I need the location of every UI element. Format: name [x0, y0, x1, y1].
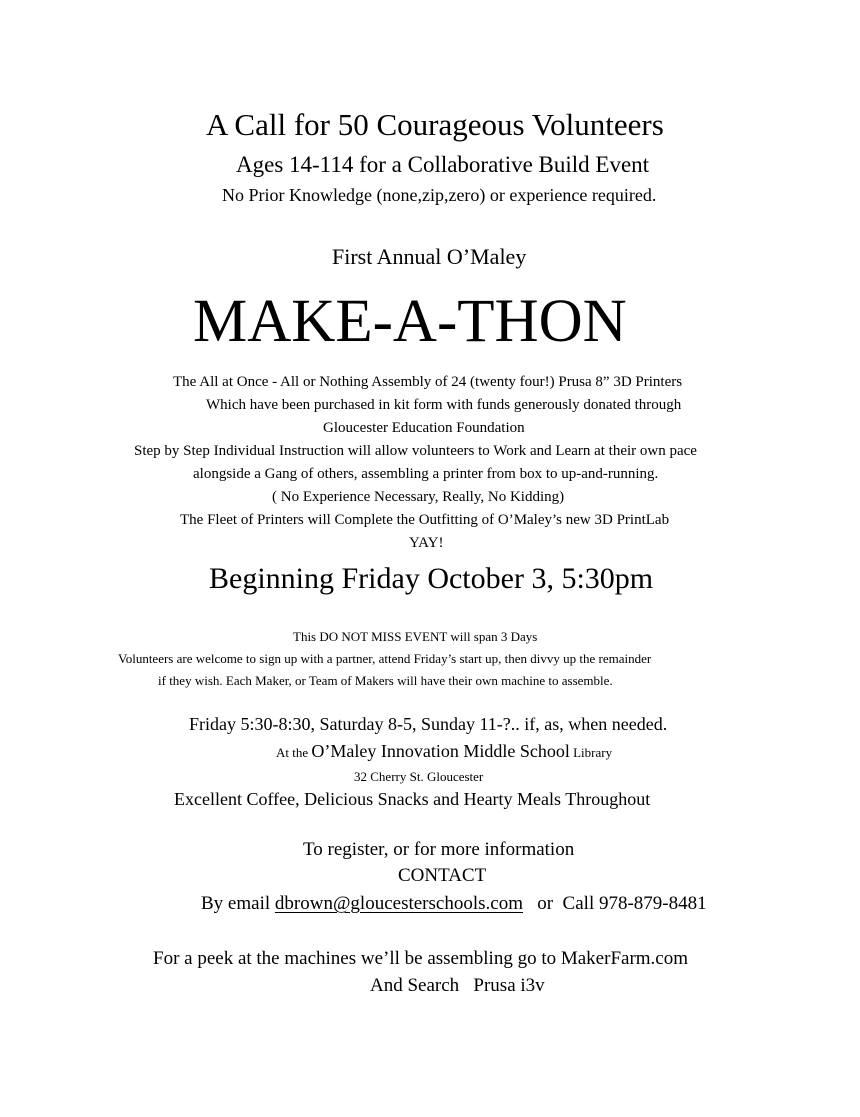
- details-line-2: Volunteers are welcome to sign up with a partner, attend Friday’s start up, then divvy up the remainder: [118, 651, 652, 666]
- email-link[interactable]: dbrown@gloucesterschools.com: [274, 893, 523, 914]
- details-line-3: if they wish. Each Maker, or Team of Makers will have their own machine to assemble.: [158, 673, 613, 688]
- location-prefix: At the: [276, 745, 312, 760]
- description-line-1: The All at Once - All or Nothing Assembly of 24 (twenty four!) Prusa 8” 3D Printers: [173, 374, 683, 390]
- start-date: Beginning Friday October 3, 5:30pm: [209, 562, 654, 595]
- no-knowledge-line: No Prior Knowledge (none,zip,zero) or experience required.: [222, 185, 657, 205]
- first-annual-line: First Annual O’Maley: [332, 244, 527, 269]
- schedule-line: Friday 5:30-8:30, Saturday 8-5, Sunday 11-?.. if, as, when needed.: [189, 714, 668, 734]
- description-line-6: ( No Experience Necessary, Really, No Kidding): [272, 489, 565, 505]
- register-line: To register, or for more information: [303, 839, 575, 860]
- peek-line: For a peek at the machines we’ll be assembling go to MakerFarm.com: [153, 948, 689, 969]
- description-line-8: YAY!: [409, 535, 444, 551]
- location-line: [276, 742, 612, 761]
- description-line-2: Which have been purchased in kit form with funds generously donated through: [206, 397, 682, 413]
- event-name: MAKE-A-THON: [193, 288, 627, 355]
- description-line-7: The Fleet of Printers will Complete the Outfitting of O’Maley’s new 3D PrintLab: [180, 512, 670, 528]
- contact-line: [201, 894, 707, 913]
- food-line: Excellent Coffee, Delicious Snacks and Hearty Meals Throughout: [174, 789, 651, 809]
- phone-text: or Call 978-879-8481: [522, 893, 707, 914]
- email-prefix: By email: [201, 893, 275, 914]
- details-line-1: This DO NOT MISS EVENT will span 3 Days: [293, 629, 538, 644]
- address-line: 32 Cherry St. Gloucester: [354, 769, 484, 784]
- description-line-3: Gloucester Education Foundation: [323, 420, 525, 436]
- ages-line: Ages 14-114 for a Collaborative Build Event: [236, 152, 650, 177]
- search-line: And Search Prusa i3v: [370, 975, 545, 996]
- contact-heading: CONTACT: [398, 865, 487, 886]
- headline: A Call for 50 Courageous Volunteers: [206, 107, 664, 142]
- description-line-5: alongside a Gang of others, assembling a printer from box to up-and-running.: [193, 466, 659, 482]
- school-name: O’Maley Innovation Middle School: [311, 741, 570, 761]
- description-line-4: Step by Step Individual Instruction will allow volunteers to Work and Learn at their own pace: [134, 443, 697, 459]
- location-suffix: Library: [569, 745, 613, 760]
